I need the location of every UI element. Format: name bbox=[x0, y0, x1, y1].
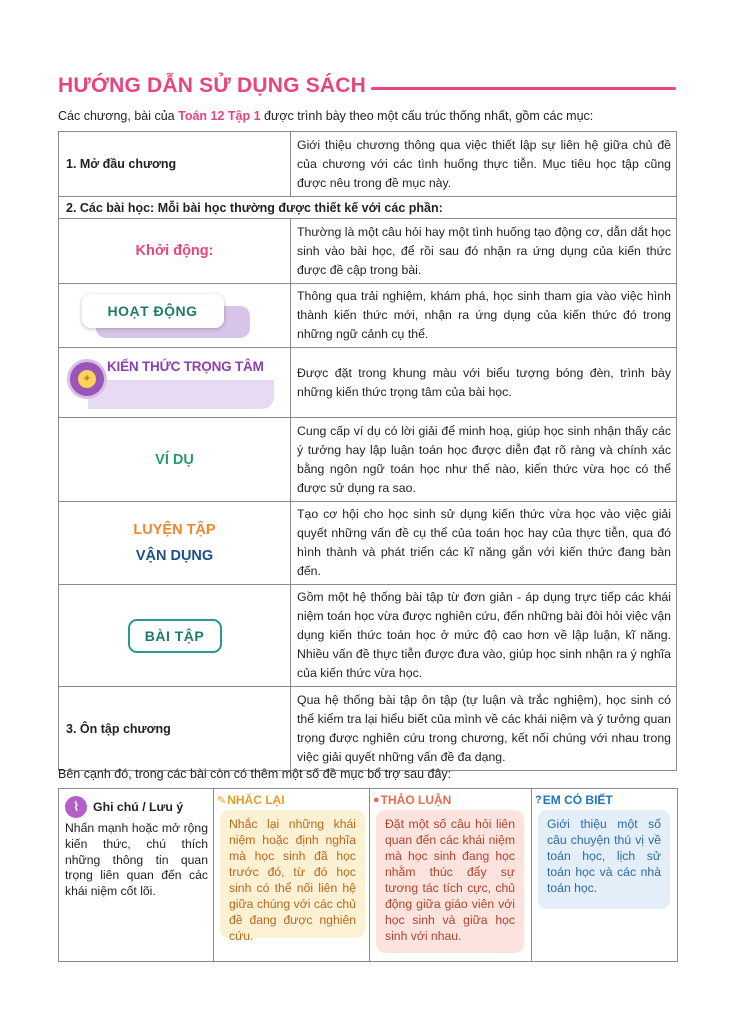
bai-tap-cell bbox=[59, 585, 291, 687]
vi-du-label: VÍ DỤ bbox=[155, 451, 194, 468]
nhac-lai-title: NHẮC LẠI bbox=[227, 793, 285, 807]
thao-luan-heading bbox=[373, 793, 451, 807]
opening-desc: Giới thiệu chương thông qua việc thiết lập sự liên hệ giữa chủ đề của chương với các tình huống thực tiễn. Mục tiêu học tập cũng được nêu trong đề mục này. bbox=[291, 132, 677, 197]
thao-luan-text: Đặt một số câu hỏi liên quan đến các khái niệm mà học sinh đang học nhằm thúc đẩy sự tương tác tích cực, chủ động giữa giáo viên với học sinh và giữa học sinh với nhau. bbox=[376, 810, 524, 953]
bai-tap-label: BÀI TẬP bbox=[128, 619, 222, 653]
hoat-dong-badge bbox=[82, 292, 252, 340]
page-header bbox=[58, 74, 678, 102]
intro-text bbox=[58, 109, 593, 123]
nhac-lai-heading bbox=[217, 793, 285, 807]
ghi-chu-heading bbox=[65, 796, 183, 818]
title-divider bbox=[371, 87, 676, 90]
intro-book-name: Toán 12 Tập 1 bbox=[178, 109, 261, 123]
table-row bbox=[59, 348, 677, 418]
kien-thuc-desc: Được đặt trong khung màu với biểu tượng bóng đèn, trình bày những kiến thức trọng tâm của bài học. bbox=[291, 348, 677, 418]
intro-after: được trình bày theo một cấu trúc thống nhất, gồm các mục: bbox=[260, 109, 594, 123]
table-row bbox=[59, 197, 677, 219]
em-co-biet-cell bbox=[532, 789, 678, 962]
lightbulb-icon: ✦ bbox=[70, 362, 104, 396]
ghi-chu-text: Nhấn mạnh hoặc mở rộng kiến thức, chú thích những thông tin quan trọng liên quan đến các khái niệm cốt lõi. bbox=[65, 821, 208, 899]
kien-thuc-badge bbox=[70, 354, 275, 412]
hoat-dong-label: HOẠT ĐỘNG bbox=[82, 294, 224, 328]
review-label: 3. Ôn tập chương bbox=[59, 687, 291, 771]
hoat-dong-cell bbox=[59, 284, 291, 348]
intro-before: Các chương, bài của bbox=[58, 109, 179, 123]
nhac-lai-cell bbox=[214, 789, 370, 962]
vi-du-desc: Cung cấp ví dụ có lời giải để minh hoạ, giúp học sinh nhận thấy các ý tưởng hay lập luận toán học được diễn đạt rõ ràng và chính xác bằng ngôn ngữ toán học như thế nào, kiến thức vừa học có thể được sử dụng ra sao. bbox=[291, 418, 677, 502]
thao-luan-title: THẢO LUẬN bbox=[380, 793, 452, 807]
speech-bubble-icon: ● bbox=[373, 794, 380, 806]
table-row bbox=[59, 219, 677, 284]
luyen-tap-cell bbox=[59, 502, 291, 585]
hoat-dong-desc: Thông qua trải nghiệm, khám phá, học sinh tham gia vào việc hình thành kiến thức mới, nhận ra ứng dụng của kiến thức đó trong những ngữ cảnh cụ thể. bbox=[291, 284, 677, 348]
table-row bbox=[59, 418, 677, 502]
page-title: HƯỚNG DẪN SỬ DỤNG SÁCH bbox=[58, 74, 366, 97]
review-desc: Qua hệ thống bài tập ôn tập (tự luận và trắc nghiệm), học sinh có thể kiểm tra lại hiểu biết của mình về các khái niệm và ý tưởng quan trọng được nghiên cứu trong chương, kết nối chúng với nhau trong việc giải quyết những vấn đề đa dạng. bbox=[291, 687, 677, 771]
kien-thuc-band bbox=[88, 380, 274, 409]
supplement-intro: Bên cạnh đó, trong các bài còn có thêm một số đề mục bổ trợ sau đây: bbox=[58, 767, 452, 781]
supplement-table bbox=[58, 788, 678, 962]
table-row bbox=[59, 284, 677, 348]
table-row bbox=[59, 687, 677, 771]
question-icon: ? bbox=[535, 794, 542, 806]
khoi-dong-label: Khởi động: bbox=[135, 243, 214, 259]
pencil-icon: ✎ bbox=[217, 794, 227, 807]
table-row bbox=[59, 502, 677, 585]
structure-table bbox=[58, 131, 677, 771]
van-dung-label: VẬN DỤNG bbox=[135, 548, 214, 564]
luyen-tap-label: LUYỆN TẬP bbox=[133, 522, 216, 538]
ghi-chu-cell bbox=[59, 789, 214, 962]
lessons-heading: 2. Các bài học: Mỗi bài học thường được thiết kế với các phần: bbox=[59, 197, 677, 219]
table-row bbox=[59, 132, 677, 197]
bai-tap-desc: Gồm một hệ thống bài tập từ đơn giản - áp dụng trực tiếp các khái niệm toán học vừa được nghiên cứu, đến những bài đòi hỏi việc vận dụng kiến thức toán học ở mức độ cao hơn về lập luận, kĩ năng. Nhiều vấn đề thực tiễn được đưa vào, giúp học sinh nhận ra ý nghĩa của kiến thức vừa học. bbox=[291, 585, 677, 687]
em-co-biet-heading bbox=[535, 793, 613, 807]
opening-label: 1. Mở đầu chương bbox=[59, 132, 291, 197]
thao-luan-cell bbox=[370, 789, 532, 962]
kien-thuc-cell bbox=[59, 348, 291, 418]
table-row bbox=[59, 789, 678, 962]
khoi-dong-desc: Thường là một câu hỏi hay một tình huống tạo động cơ, dẫn dắt học sinh vào bài học, để rồi sau đó nhận ra ứng dụng của kiến thức được đề cập trong bài. bbox=[291, 219, 677, 284]
vi-du-cell bbox=[59, 418, 291, 502]
paperclip-icon: ⌇ bbox=[65, 796, 87, 818]
em-co-biet-text: Giới thiệu một số câu chuyện thú vị về toán học, lịch sử toán học và các nhà toán học. bbox=[538, 810, 670, 909]
khoi-dong-cell bbox=[59, 219, 291, 284]
luyen-tap-desc: Tạo cơ hội cho học sinh sử dụng kiến thức vừa học vào việc giải quyết những vấn đề cụ thể của toán học hay của thực tiễn, qua đó hình thành và phát triển các kĩ năng gắn với kiến thức đang bàn đến. bbox=[291, 502, 677, 585]
kien-thuc-label: KIẾN THỨC TRỌNG TÂM bbox=[107, 358, 264, 374]
ghi-chu-title: Ghi chú / Lưu ý bbox=[93, 800, 184, 814]
nhac-lai-text: Nhắc lại những khái niệm hoặc định nghĩa mà học sinh đã học trước đó, từ đó học sinh có thể nối liên hệ giữa chúng với các chủ đề đang được nghiên cứu. bbox=[220, 810, 365, 938]
table-row bbox=[59, 585, 677, 687]
em-co-biet-title: EM CÓ BIẾT bbox=[542, 793, 613, 807]
